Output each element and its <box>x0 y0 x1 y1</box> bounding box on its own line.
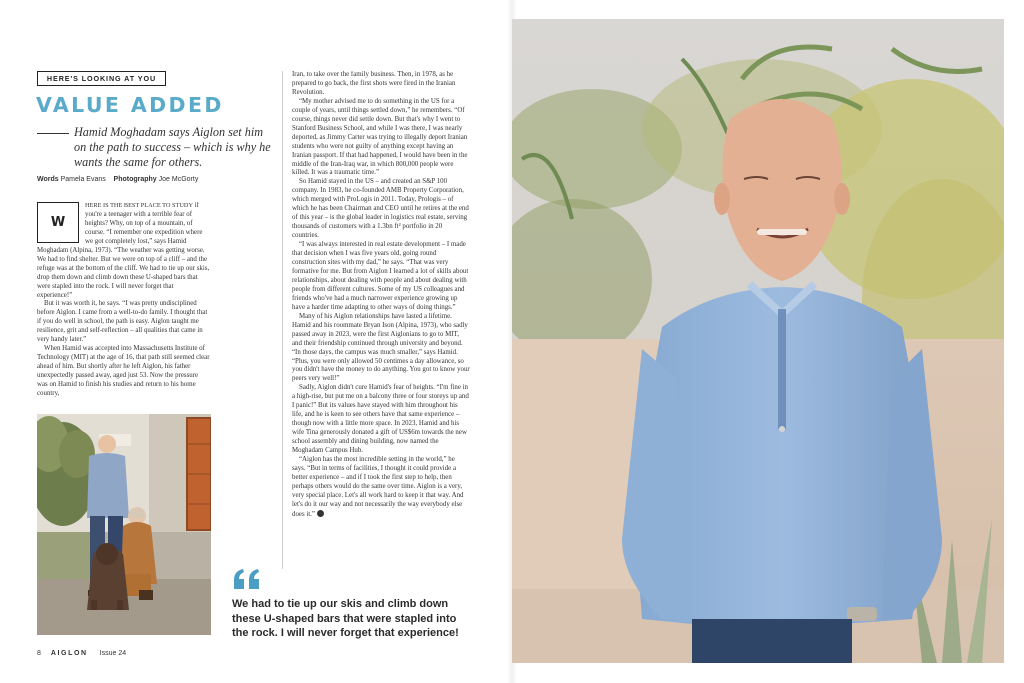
page-number: 8 <box>37 650 41 657</box>
section-kicker: HERE'S LOOKING AT YOU <box>37 71 166 86</box>
body-paragraph: “I was always interested in real estate development – I made that decision when I was five years old, going round construction sites with my dad,” he says. “That was very formative for me. But from Aiglon I learned a lot of skills about relationships, about dealing with people and about dealing with people from different cultures. Some of my US colleagues and friends who've had a much narrower experience growing up have a harder time adapting to other ways of doing things.” <box>292 241 469 311</box>
end-of-article-icon <box>317 510 324 517</box>
lead-in: HERE IS THE BEST PLACE TO STUDY <box>85 202 193 209</box>
body-text: if you're a teenager with a terrible fear of heights? Why, on top of a mountain, of course. “I remember one expedition where we got completely lost,” says Hamid Moghadam (Alpina, 1973). “The weather was getting worse. We had to find shelter. But we were on top of a cliff – and the refuge was at the bottom of the cliff. We had to tie up our skis, drop them down and climb down these U-shaped bars that were stapled into the rock. I will never forget that experience!” <box>37 202 210 299</box>
magazine-name: AIGLON <box>50 650 88 657</box>
photographer-name: Joe McGorty <box>158 176 199 183</box>
body-paragraph: Sadly, Aiglon didn't cure Hamid's fear of heights. “I'm fine in a high-rise, but put me on a balcony three or four storeys up and I panic!” But its values have stayed with him throughout his life, and he is keen to see others have that same experience – though now with a little more space. In 2023, Hamid and his wife Tina generously donated a gift of US$6m towards the new school assembly and dining building, now named the Moghadam Campus Hub. <box>292 384 469 455</box>
writer-name: Pamela Evans <box>60 176 106 183</box>
column-divider <box>282 71 283 569</box>
couple-with-dog-photo <box>37 414 211 635</box>
body-paragraph: “My mother advised me to do something in the US for a couple of years, until things settled down,” he remembers. “Of course, things never did settle down. But that's why I went to Stanford Business School, and while I was there, I was nearly deported, as Jimmy Carter was trying to illegally deport Iranian students who were not guilty of anything except having an Iranian passport. If that had happened, I would have been in the middle of the Iran-Iraq war, in which 800,000 people were killed. It was a traumatic time.” <box>292 97 468 177</box>
body-text: “Aiglon has the most incredible setting in the world,” he says. “But in terms of facilities, I thought it could provide a better experience – and if I took the first step to help, then perhaps others would do the same over time. Aiglon is a very, very special place. Let's all work hard to keep it that way. And let's do it our way and not necessarily the way everybody else does it.” <box>292 455 464 518</box>
portrait-photo-illustration <box>512 19 1004 663</box>
drop-cap: W <box>37 202 79 243</box>
body-paragraph: So Hamid stayed in the US – and created an S&P 100 company. In 1983, he co-founded AMB Property Corporation, which merged with ProLogis in 2011. Today, Prologis – of which he has been Chairman and CEO until he retires at the end of this year – is the global leader in logistics real estate, serving thousands of customers with a 1.3bn ft² portfolio in 20 countries. <box>292 178 469 240</box>
quote-mark-icon <box>232 567 262 591</box>
words-label: Words <box>37 176 59 183</box>
body-paragraph <box>292 456 470 520</box>
pull-quote: We had to tie up our skis and climb down these U-shaped bars that were stapled into the rock. I will never forget that experience! <box>232 598 459 640</box>
page-footer <box>37 650 126 657</box>
body-paragraph: But it was worth it, he says. “I was pretty undisciplined before Aiglon. I came from a well-to-do family. I thought that if you do well in school, the path is easy. Aiglon taught me resilience, grit and self-reflection – all qualities that came in very handy later.” <box>37 300 208 344</box>
body-paragraph: Iran, to take over the family business. Then, in 1978, as he prepared to go back, the first shots were fired in the Iranian Revolution. <box>292 71 456 96</box>
body-paragraph: Many of his Aiglon relationships have lasted a lifetime. Hamid and his roommate Bryan Ison (Alpina, 1973), who sadly passed away in 2023, were the first Aiglonians to go to MIT, and their friendship continued through university and beyond. “In those days, the campus was much smaller,” says Hamid. “Plus, you were only allowed 50 centimes a day allowance, so you didn't have the money to do anything. You got to know your peers very well!” <box>292 312 470 383</box>
article-headline: VALUE ADDED <box>36 93 224 117</box>
article-standfirst: Hamid Moghadam says Aiglon set him on the path to success – which is why he wants the same for others. <box>74 125 271 170</box>
body-column-2 <box>292 71 470 577</box>
dek-rule <box>37 133 69 134</box>
byline <box>37 176 198 183</box>
body-column-1 <box>37 202 210 411</box>
photography-label: Photography <box>113 176 157 183</box>
issue-number: Issue 24 <box>99 650 127 657</box>
portrait-photo <box>512 19 1004 663</box>
couple-photo-illustration <box>37 414 211 635</box>
body-paragraph: When Hamid was accepted into Massachusetts Institute of Technology (MIT) at the age of 16, that path still seemed clear ahead of him. But shortly after he left Aiglon, his father unexpectedly passed away, aged just 53. Now the pressure was on Hamid to finish his studies and return to his home country, <box>37 345 210 398</box>
